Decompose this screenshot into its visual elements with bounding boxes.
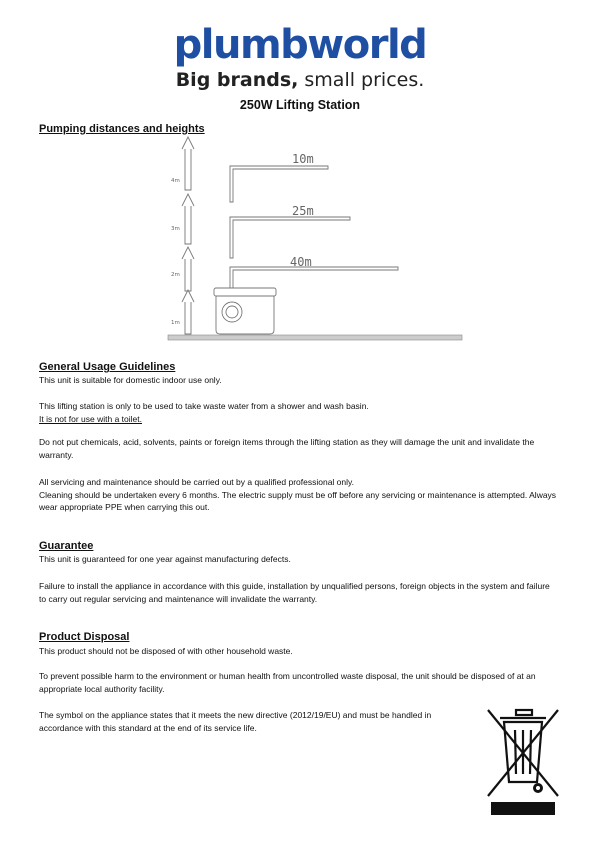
guarantee-text-2: Failure to install the appliance in accordance with this guide, installation by unqualified persons, foreign objects in the system and failure to carry out regular servicing and maintenance will invalidate the warranty. [39, 581, 550, 604]
tagline-rest: small prices. [298, 69, 425, 91]
pipe-25m [230, 217, 350, 258]
usage-text-4-line1: All servicing and maintenance should be carried out by a qualified professional only. [39, 477, 355, 487]
pipe-40m [230, 267, 398, 288]
height-label-3m: 3m [171, 226, 180, 232]
usage-text-4 [39, 476, 559, 514]
disposal-text-1: This product should not be disposed of with other household waste. [39, 646, 293, 656]
usage-text-2-line1: This lifting station is only to be used to take waste water from a shower and wash basin. [39, 401, 369, 411]
up-arrow-icon [182, 290, 194, 334]
floor [168, 335, 462, 340]
height-label-4m: 4m [171, 178, 180, 184]
brand-tagline [0, 68, 600, 92]
disposal-heading: Product Disposal [39, 631, 130, 643]
distance-label-10m: 10m [292, 152, 314, 166]
up-arrow-icon [182, 137, 194, 190]
usage-text-1: This unit is suitable for domestic indoor use only. [39, 375, 222, 385]
up-arrow-icon [182, 194, 194, 244]
distance-label-25m: 25m [292, 204, 314, 218]
pipe-10m [230, 166, 328, 202]
tagline-bold: Big brands, [175, 69, 299, 91]
height-label-2m: 2m [171, 272, 180, 278]
guarantee-text-1: This unit is guaranteed for one year against manufacturing defects. [39, 554, 291, 564]
crossed-out-wheelie-bin-icon [482, 704, 564, 818]
disposal-text-3: The symbol on the appliance states that it meets the new directive (2012/19/EU) and must be handled in accordance with this standard at the end of its service life. [39, 710, 432, 733]
usage-text-4-line2: Cleaning should be undertaken every 6 months. The electric supply must be off before any servicing or maintenance is attempted. Always wear appropriate PPE when carrying this out. [39, 489, 557, 512]
height-label-1m: 1m [171, 320, 180, 326]
up-arrow-icon [182, 247, 194, 291]
lifting-station-unit [214, 288, 276, 334]
distance-label-40m: 40m [290, 255, 312, 269]
disposal-text-2: To prevent possible harm to the environment or human health from uncontrolled waste disposal, the unit should be disposed of at an appropriate local authority facility. [39, 671, 536, 694]
document-title: 250W Lifting Station [239, 98, 361, 112]
usage-text-3: Do not put chemicals, acid, solvents, paints or foreign items through the lifting station as they will damage the unit and invalidate the warranty. [39, 437, 535, 460]
usage-text-2 [39, 400, 559, 425]
usage-heading: General Usage Guidelines [39, 361, 176, 373]
usage-warning-toilet: It is not for use with a toilet. [39, 413, 142, 424]
brand-logo: plumbworld [173, 22, 427, 68]
pumping-heading: Pumping distances and heights [39, 123, 205, 135]
guarantee-heading: Guarantee [39, 540, 94, 552]
pumping-diagram [166, 134, 466, 346]
